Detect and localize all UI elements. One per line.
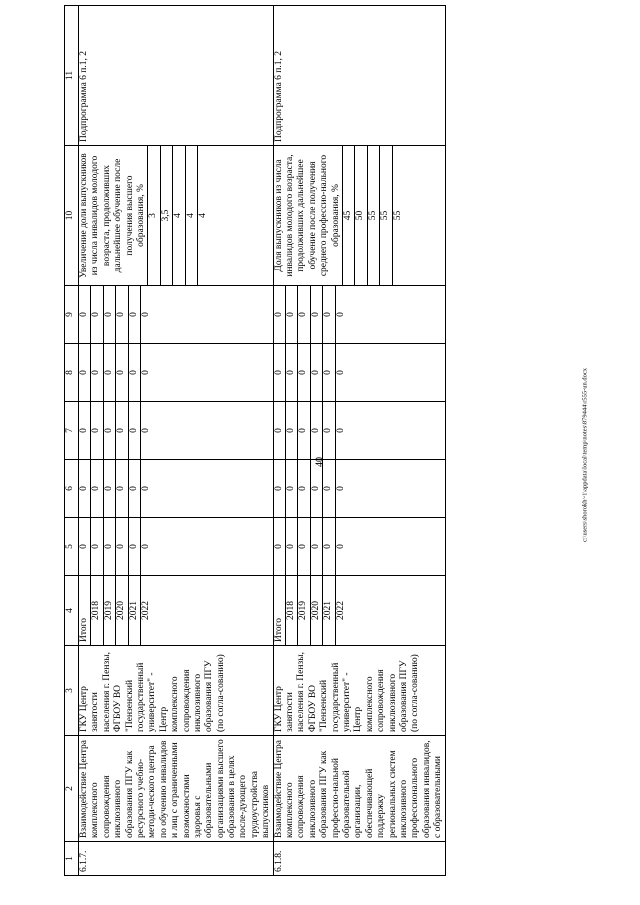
year-value: 0 [335, 312, 346, 317]
year-value: 0 [286, 460, 298, 517]
year-value: 0 [310, 402, 322, 459]
year-value: 0 [140, 370, 151, 375]
table-row [79, 6, 274, 876]
year-value: 0 [140, 486, 151, 491]
funding-column [273, 460, 445, 518]
year-value: 0 [91, 518, 103, 575]
header-cell: 8 [65, 344, 79, 402]
year-label: 2020 [310, 576, 322, 645]
year-value: 0 [335, 544, 346, 549]
total-label: Итого [79, 576, 91, 645]
row-number: 6.1.7. [79, 842, 274, 876]
target-value: 45 [342, 146, 354, 285]
year-value: 0 [128, 460, 140, 517]
year-value: 0 [335, 428, 346, 433]
header-cell: 6 [65, 460, 79, 518]
header-cell: 9 [65, 286, 79, 344]
year-label: 2018 [91, 576, 103, 645]
header-row [65, 6, 79, 876]
year-value: 0 [140, 544, 151, 549]
activity-name: Взаимодействие Центра комплексного сопровождения инклюзивного образования ПГУ как профессио-нальной образовательной организации, обеспечивающей поддержку региональных систем инклюзивного профессионального образования инвалидов, с образовательными [273, 736, 445, 842]
year-value: 0 [116, 460, 128, 517]
total-value: 0 [274, 344, 286, 401]
executor: ГКУ Центр занятости населения г. Пензы, ФГБОУ ВО "Пензенский государственный университет" - Центр комплексного сопровождения инклюзивного образования ПГУ (по согла-сованию) [79, 646, 274, 736]
target-value: 4 [173, 146, 185, 285]
year-value: 0 [310, 286, 322, 343]
year-value: 0 [286, 402, 298, 459]
header-cell: 1 [65, 842, 79, 876]
header-cell: 3 [65, 646, 79, 736]
funding-column [79, 286, 274, 344]
year-value: 0 [91, 402, 103, 459]
rotated-table-frame [64, 6, 600, 876]
year-value: 0 [298, 286, 310, 343]
year-value: 0 [286, 286, 298, 343]
year-value: 0 [286, 518, 298, 575]
year-value: 0 [298, 518, 310, 575]
target-value: 4 [185, 146, 197, 285]
year-value: 0 [140, 428, 151, 433]
year-value: 0 [103, 402, 115, 459]
year-value: 0 [298, 344, 310, 401]
target-value: 4 [197, 213, 208, 218]
year-label: 2020 [116, 576, 128, 645]
total-value: 0 [79, 460, 91, 517]
year-value: 0 [91, 286, 103, 343]
header-cell: 10 [65, 146, 79, 286]
year-value: 0 [128, 286, 140, 343]
year-value: 0 [286, 344, 298, 401]
subprogram-ref: Подпрограмма 6 п.1, 2 [273, 6, 445, 146]
year-label: 2018 [286, 576, 298, 645]
year-value: 0 [116, 286, 128, 343]
executor: ГКУ Центр занятости населения г. Пензы, ФГБОУ ВО "Пензенский государственный университет" - Центр комплексного сопровождения инклюзивного образования ПГУ (по согла-сованию) [273, 646, 445, 736]
year-column [79, 576, 274, 646]
year-value: 0 [323, 286, 335, 343]
year-label: 2021 [323, 576, 335, 645]
funding-column [79, 344, 274, 402]
year-value: 0 [310, 518, 322, 575]
header-cell: 4 [65, 576, 79, 646]
header-cell: 2 [65, 736, 79, 842]
total-value: 0 [274, 402, 286, 459]
year-value: 0 [323, 460, 335, 517]
year-value: 0 [128, 402, 140, 459]
year-value: 0 [335, 370, 346, 375]
year-value: 0 [103, 344, 115, 401]
funding-column [273, 286, 445, 344]
header-cell: 5 [65, 518, 79, 576]
year-label: 2021 [128, 576, 140, 645]
year-label: 2019 [103, 576, 115, 645]
year-value: 0 [310, 460, 322, 517]
row-number: 6.1.8. [273, 842, 445, 876]
year-column [273, 576, 445, 646]
year-label: 2022 [140, 601, 151, 620]
target-value: 55 [392, 210, 403, 221]
year-value: 0 [91, 344, 103, 401]
year-label: 2019 [298, 576, 310, 645]
funding-column [79, 402, 274, 460]
year-value: 0 [298, 460, 310, 517]
year-value: 0 [323, 344, 335, 401]
funding-column [273, 344, 445, 402]
activity-name: Взаимодействие Центра комплексного сопровождения инклюзивного образования ПГУ как ресурсного учебно-методи-ческого центра по обучению инвалидов и лиц с ограниченными возможностями здоровья с образовательными организациями высшего образования в целях после-дующего трудоустройства выпускников [79, 736, 274, 842]
total-value: 0 [79, 518, 91, 575]
header-cell: 7 [65, 402, 79, 460]
year-value: 0 [116, 518, 128, 575]
year-label: 2022 [335, 601, 346, 620]
year-value: 0 [128, 518, 140, 575]
year-value: 0 [310, 344, 322, 401]
target-value: 55 [380, 146, 392, 285]
program-table [64, 5, 446, 876]
header-cell: 11 [65, 6, 79, 146]
indicator-text: Увеличение доли выпускников из числа инвалидов молодого возраста, продолживших дальнейшее обучение после получения высшего образования, % [79, 146, 148, 285]
target-value: 50 [355, 146, 367, 285]
page-number: 40 [314, 457, 326, 467]
funding-column [273, 518, 445, 576]
target-value: 55 [367, 146, 379, 285]
year-value: 0 [103, 518, 115, 575]
year-value: 0 [298, 402, 310, 459]
total-label: Итого [274, 576, 286, 645]
indicator-column [79, 146, 274, 286]
total-value: 0 [79, 344, 91, 401]
year-value: 0 [91, 460, 103, 517]
indicator-text: Доля выпускников из числа инвалидов молодого возраста, продолживших дальнейшее обучение после получения среднего профессио-нального образования, % [274, 146, 343, 285]
total-value: 0 [274, 518, 286, 575]
funding-column [79, 460, 274, 518]
funding-column [79, 518, 274, 576]
year-value: 0 [323, 518, 335, 575]
target-value: 3 [148, 146, 160, 285]
year-value: 0 [103, 460, 115, 517]
year-value: 0 [128, 344, 140, 401]
target-value: 3,5 [160, 146, 172, 285]
year-value: 0 [116, 402, 128, 459]
total-value: 0 [79, 286, 91, 343]
total-value: 0 [274, 460, 286, 517]
year-value: 0 [103, 286, 115, 343]
file-path-footer: c:\users\shorokh~1\appdata\local\temp\notes\879444\r555-un.docx [581, 367, 589, 543]
total-value: 0 [79, 402, 91, 459]
table-row [273, 6, 445, 876]
subprogram-ref: Подпрограмма 6 п.1, 2 [79, 6, 274, 146]
year-value: 0 [116, 344, 128, 401]
year-value: 0 [335, 486, 346, 491]
year-value: 0 [323, 402, 335, 459]
year-value: 0 [140, 312, 151, 317]
funding-column [273, 402, 445, 460]
indicator-column [273, 146, 445, 286]
total-value: 0 [274, 286, 286, 343]
